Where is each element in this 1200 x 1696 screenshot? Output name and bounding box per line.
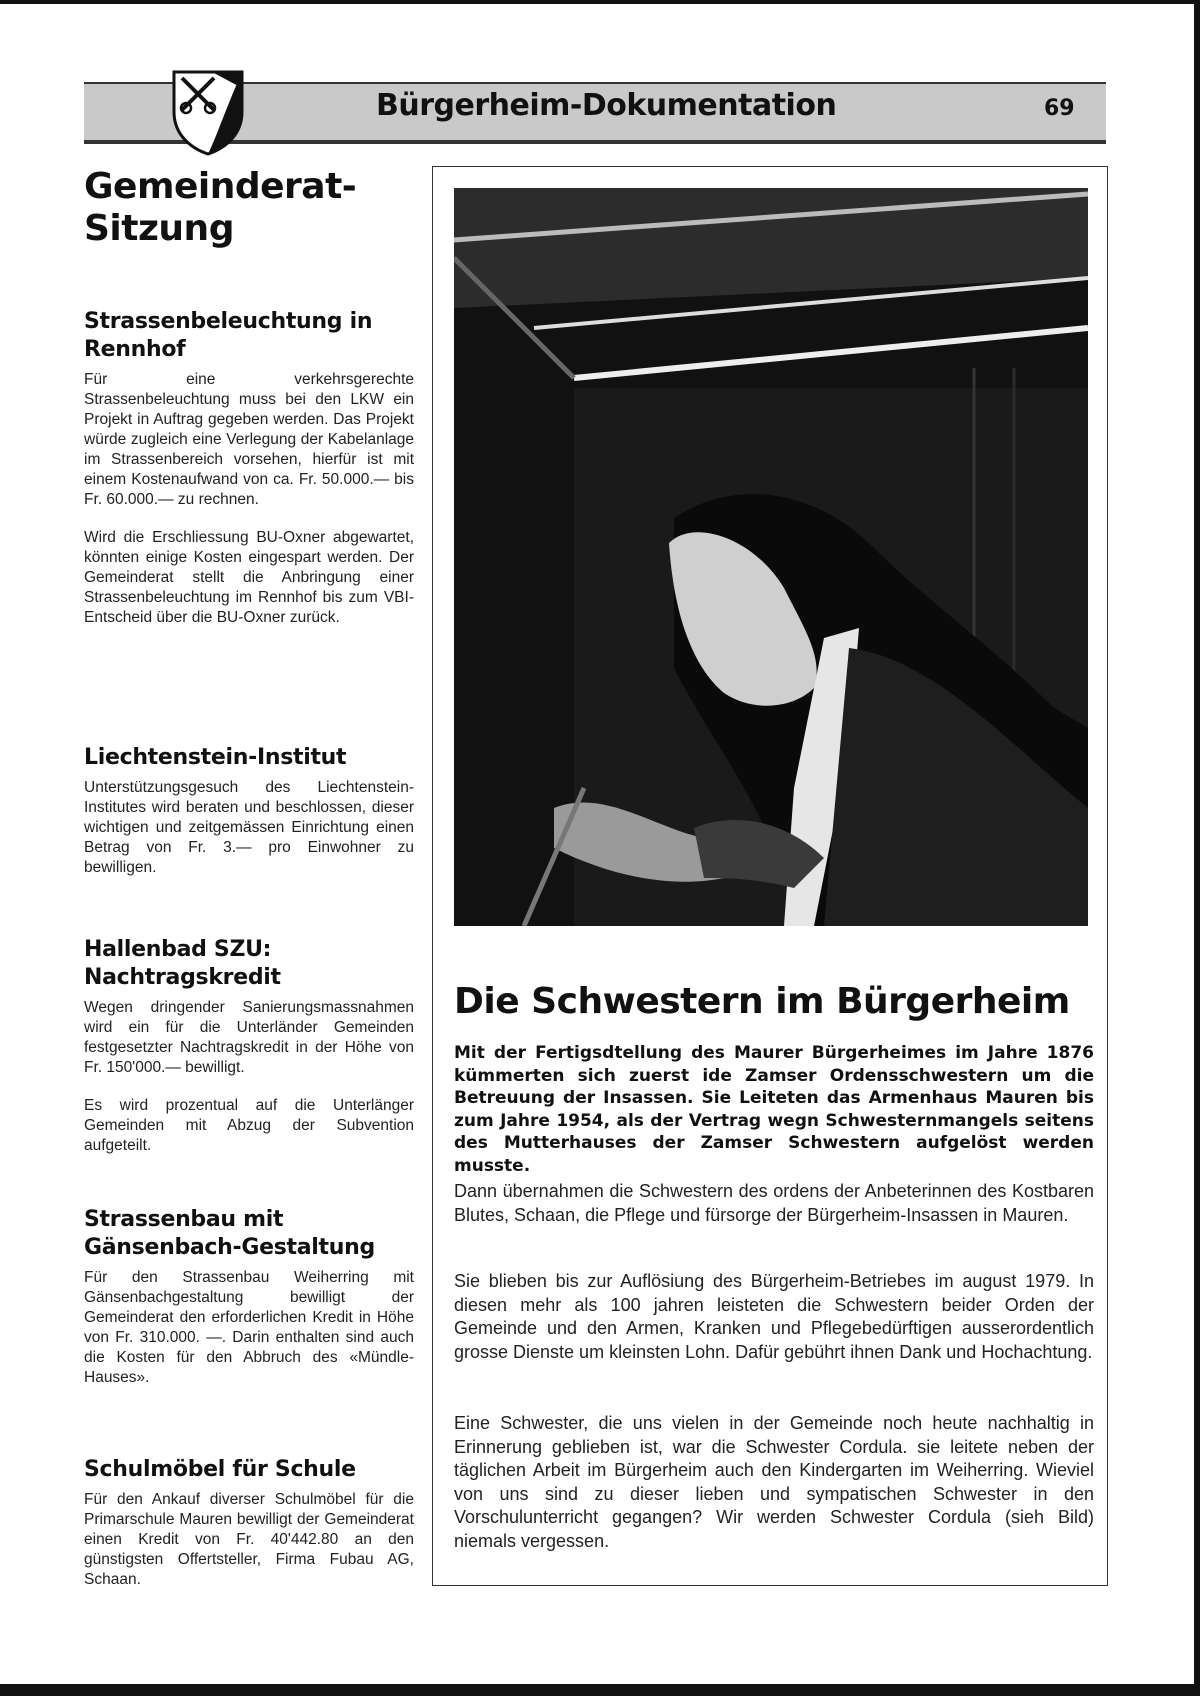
article-paragraph: Eine Schwester, die uns vielen in der Gemeinde noch heute nachhaltig in Erinnerung geblieben ist, war die Schwester Cordula. sie leitete neben der täglichen Arbeit im Bürgerheim auch den Kindergarten im Weiherring. Wieviel von uns sind zu dieser lieben und sympatischen Schwester in den Vorschulunterricht gegangen? Wir werden Schwester Cordula (sieh Bild) niemals vergessen. bbox=[454, 1413, 1094, 1551]
section-schulmoebel bbox=[84, 1456, 414, 1608]
section-paragraph: Für eine verkehrsgerechte Strassenbeleuchtung muss bei den LKW ein Projekt in Auftrag gegeben werden. Das Projekt würde zugleich eine Verlegung der Kabelanlage im Strassenbereich vorsehen, hierfür ist mit einem Kostenaufwand von ca. Fr. 50.000.— bis Fr. 60.000.— zu rechnen. bbox=[84, 371, 414, 508]
photo-schwester-cordula bbox=[454, 188, 1088, 926]
section-title: Hallenbad SZU: Nachtragskredit bbox=[84, 937, 281, 990]
section-paragraph: Wird die Erschliessung BU-Oxner abgewartet, könnten einige Kosten eingespart werden. Der Gemeinderat stellt die Anbringung einer Strassenbeleuchtung im Rennhof bis zum VBI-Entscheid über die BU-Oxner zurück. bbox=[84, 529, 414, 626]
section-hallenbad bbox=[84, 936, 414, 1174]
section-liechtenstein-institut bbox=[84, 744, 414, 896]
section-paragraph: Unterstützungsgesuch des Liechtenstein-Institutes wird beraten und beschlossen, dieser wichtigen und zeitgemässen Einrichtung einen Betrag von Fr. 3.— pro Einwohner zu bewilligen. bbox=[84, 779, 414, 876]
article-paragraph: Dann übernahmen die Schwestern des ordens der Anbeterinnen des Kostbaren Blutes, Schaan, die Pflege und fürsorge der Bürgerheim-Insassen in Mauren. bbox=[454, 1181, 1094, 1225]
section-strassenbau bbox=[84, 1206, 414, 1406]
page-frame-right bbox=[1194, 0, 1200, 1696]
section-paragraph: Für den Ankauf diverser Schulmöbel für die Primarschule Mauren bewilligt der Gemeinderat einen Kredit von Fr. 40'442.80 an den günstigsten Offertsteller, Firma Fubau AG, Schaan. bbox=[84, 1491, 414, 1588]
section-paragraph: Es wird prozentual auf die Unterlänger Gemeinden mit Abzug der Subvention aufgeteilt. bbox=[84, 1097, 414, 1154]
page-frame-bottom bbox=[0, 1684, 1200, 1696]
section-title: Schulmöbel für Schule bbox=[84, 1457, 356, 1482]
section-title: Liechtenstein-Institut bbox=[84, 745, 347, 770]
article-lead: Mit der Fertigsdtellung des Maurer Bürgerheimes im Jahre 1876 kümmerten sich zuerst ide Zamser Ordensschwestern um die Betreuung der Insassen. Sie Leiteten das Armenhaus Mauren bis zum Jahre 1954, als der Vertrag wegn Schwesternmangels seitens des Mutterhauses der Zamser Schwestern aufgelöst werden musste. bbox=[454, 1043, 1094, 1176]
section-paragraph: Wegen dringender Sanierungsmassnahmen wird ein für die Unterländer Gemeinden festgesetzter Nachtragskredit in der Höhe von Fr. 150'000.— bewilligt. bbox=[84, 999, 414, 1076]
article-paragraph: Sie blieben bis zur Auflösiung des Bürgerheim-Betriebes im august 1979. In diesen mehr als 100 jahren leisteten die Schwestern beider Orden der Gemeinde und den Armen, Kranken und Pflegebedürftigen ausserordentlich grosse Dienste um kleinsten Lohn. Dafür gebührt ihnen Dank und Hochachtung. bbox=[454, 1271, 1094, 1362]
article-title: Die Schwestern im Bürgerheim bbox=[454, 981, 1070, 1022]
coat-of-arms-icon bbox=[170, 68, 246, 156]
page-number: 69 bbox=[1044, 96, 1075, 121]
main-heading-line2: Sitzung bbox=[84, 208, 234, 249]
section-strassenbeleuchtung bbox=[84, 308, 414, 646]
header-title: Bürgerheim-Dokumentation bbox=[376, 88, 837, 123]
section-title: Strassenbau mit Gänsenbach-Gestaltung bbox=[84, 1207, 375, 1260]
left-column-heading bbox=[84, 166, 414, 250]
page-frame-top bbox=[0, 0, 1200, 4]
section-paragraph: Für den Strassenbau Weiherring mit Gänsenbachgestaltung bewilligt der Gemeinderat den erforderlichen Kredit in Höhe von Fr. 310.000. —. Darin enthalten sind auch die Kosten für den Abbruch des «Mündle-Hauses». bbox=[84, 1269, 414, 1386]
section-title: Strassenbeleuchtung in Rennhof bbox=[84, 309, 373, 362]
main-heading-line1: Gemeinderat- bbox=[84, 166, 357, 207]
main-heading bbox=[84, 166, 414, 250]
